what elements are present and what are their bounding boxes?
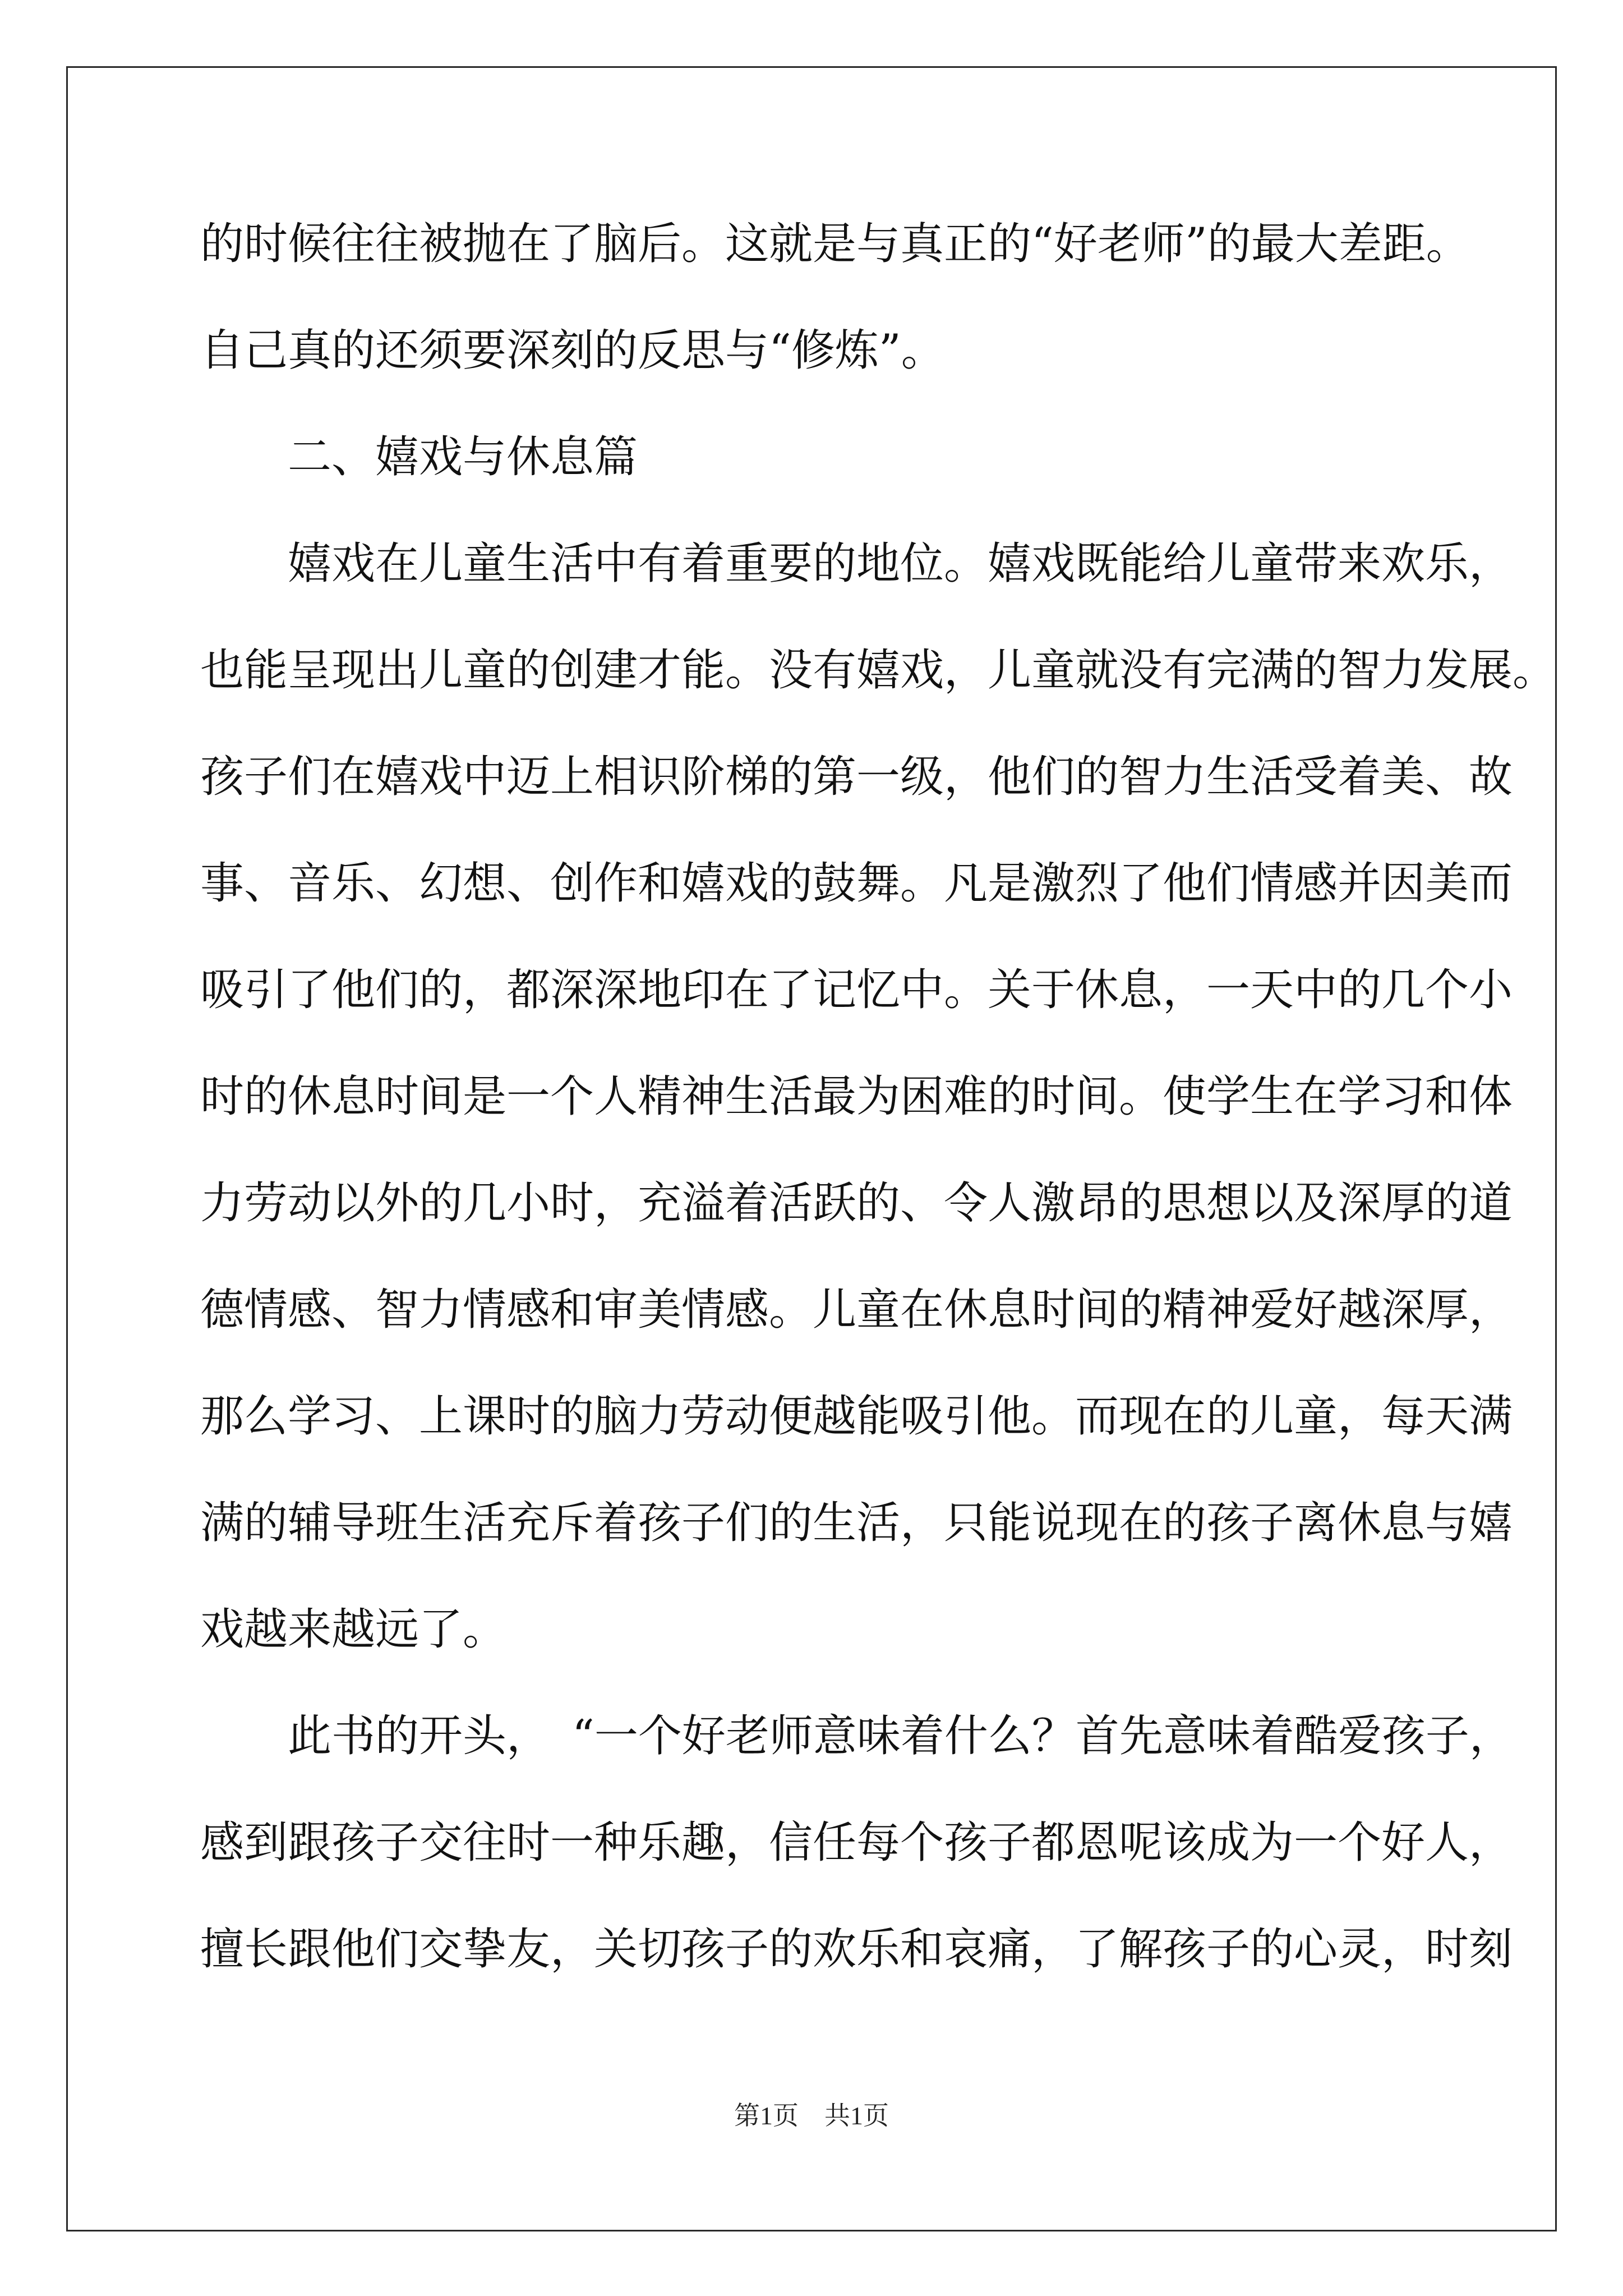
text-line: 擅长跟他们交挚友，关切孩子的欢乐和哀痛，了解孩子的心灵，时刻	[200, 1924, 1513, 1975]
text-line: 吸引了他们的，都深深地印在了记忆中。关于休息，一天中的几个小	[200, 965, 1513, 1015]
section-heading: 二、嬉戏与休息篇	[200, 432, 638, 482]
text-line: 力劳动以外的几小时，充溢着活跃的、令人激昂的思想以及深厚的道	[200, 1178, 1513, 1228]
text-line: 事、音乐、幻想、创作和嬉戏的鼓舞。凡是激烈了他们情感并因美而	[200, 858, 1513, 909]
text-line: 时的休息时间是一个人精神生活最为困难的时间。使学生在学习和体	[200, 1071, 1513, 1122]
text-line: 那么学习、上课时的脑力劳动便越能吸引他。而现在的儿童，每天满	[200, 1391, 1513, 1442]
text-line: 嬉戏在儿童生活中有着重要的地位。嬉戏既能给儿童带来欢乐，	[200, 539, 1513, 589]
document-body	[200, 191, 1557, 2003]
text-line: 也能呈现出儿童的创建才能。没有嬉戏，儿童就没有完满的智力发展。	[200, 645, 1557, 696]
text-line: 此书的开头， “一个好老师意味着什么？首先意味着酷爱孩子，	[200, 1711, 1513, 1761]
text-line: 感到跟孩子交往时一种乐趣，信任每个孩子都恩呢该成为一个好人，	[200, 1818, 1513, 1868]
text-line: 自己真的还须要深刻的反思与“修炼”。	[200, 325, 945, 376]
text-line: 满的辅导班生活充斥着孩子们的生活，只能说现在的孩子离休息与嬉	[200, 1498, 1513, 1548]
text-line: 孩子们在嬉戏中迈上相识阶梯的第一级，他们的智力生活受着美、故	[200, 752, 1513, 802]
page-number-footer: 第1页 共1页	[734, 2101, 889, 2130]
text-line: 的时候往往被抛在了脑后。这就是与真正的“好老师”的最大差距。	[200, 219, 1470, 269]
text-line: 德情感、智力情感和审美情感。儿童在休息时间的精神爱好越深厚，	[200, 1285, 1513, 1335]
text-line: 戏越来越远了。	[200, 1604, 507, 1655]
